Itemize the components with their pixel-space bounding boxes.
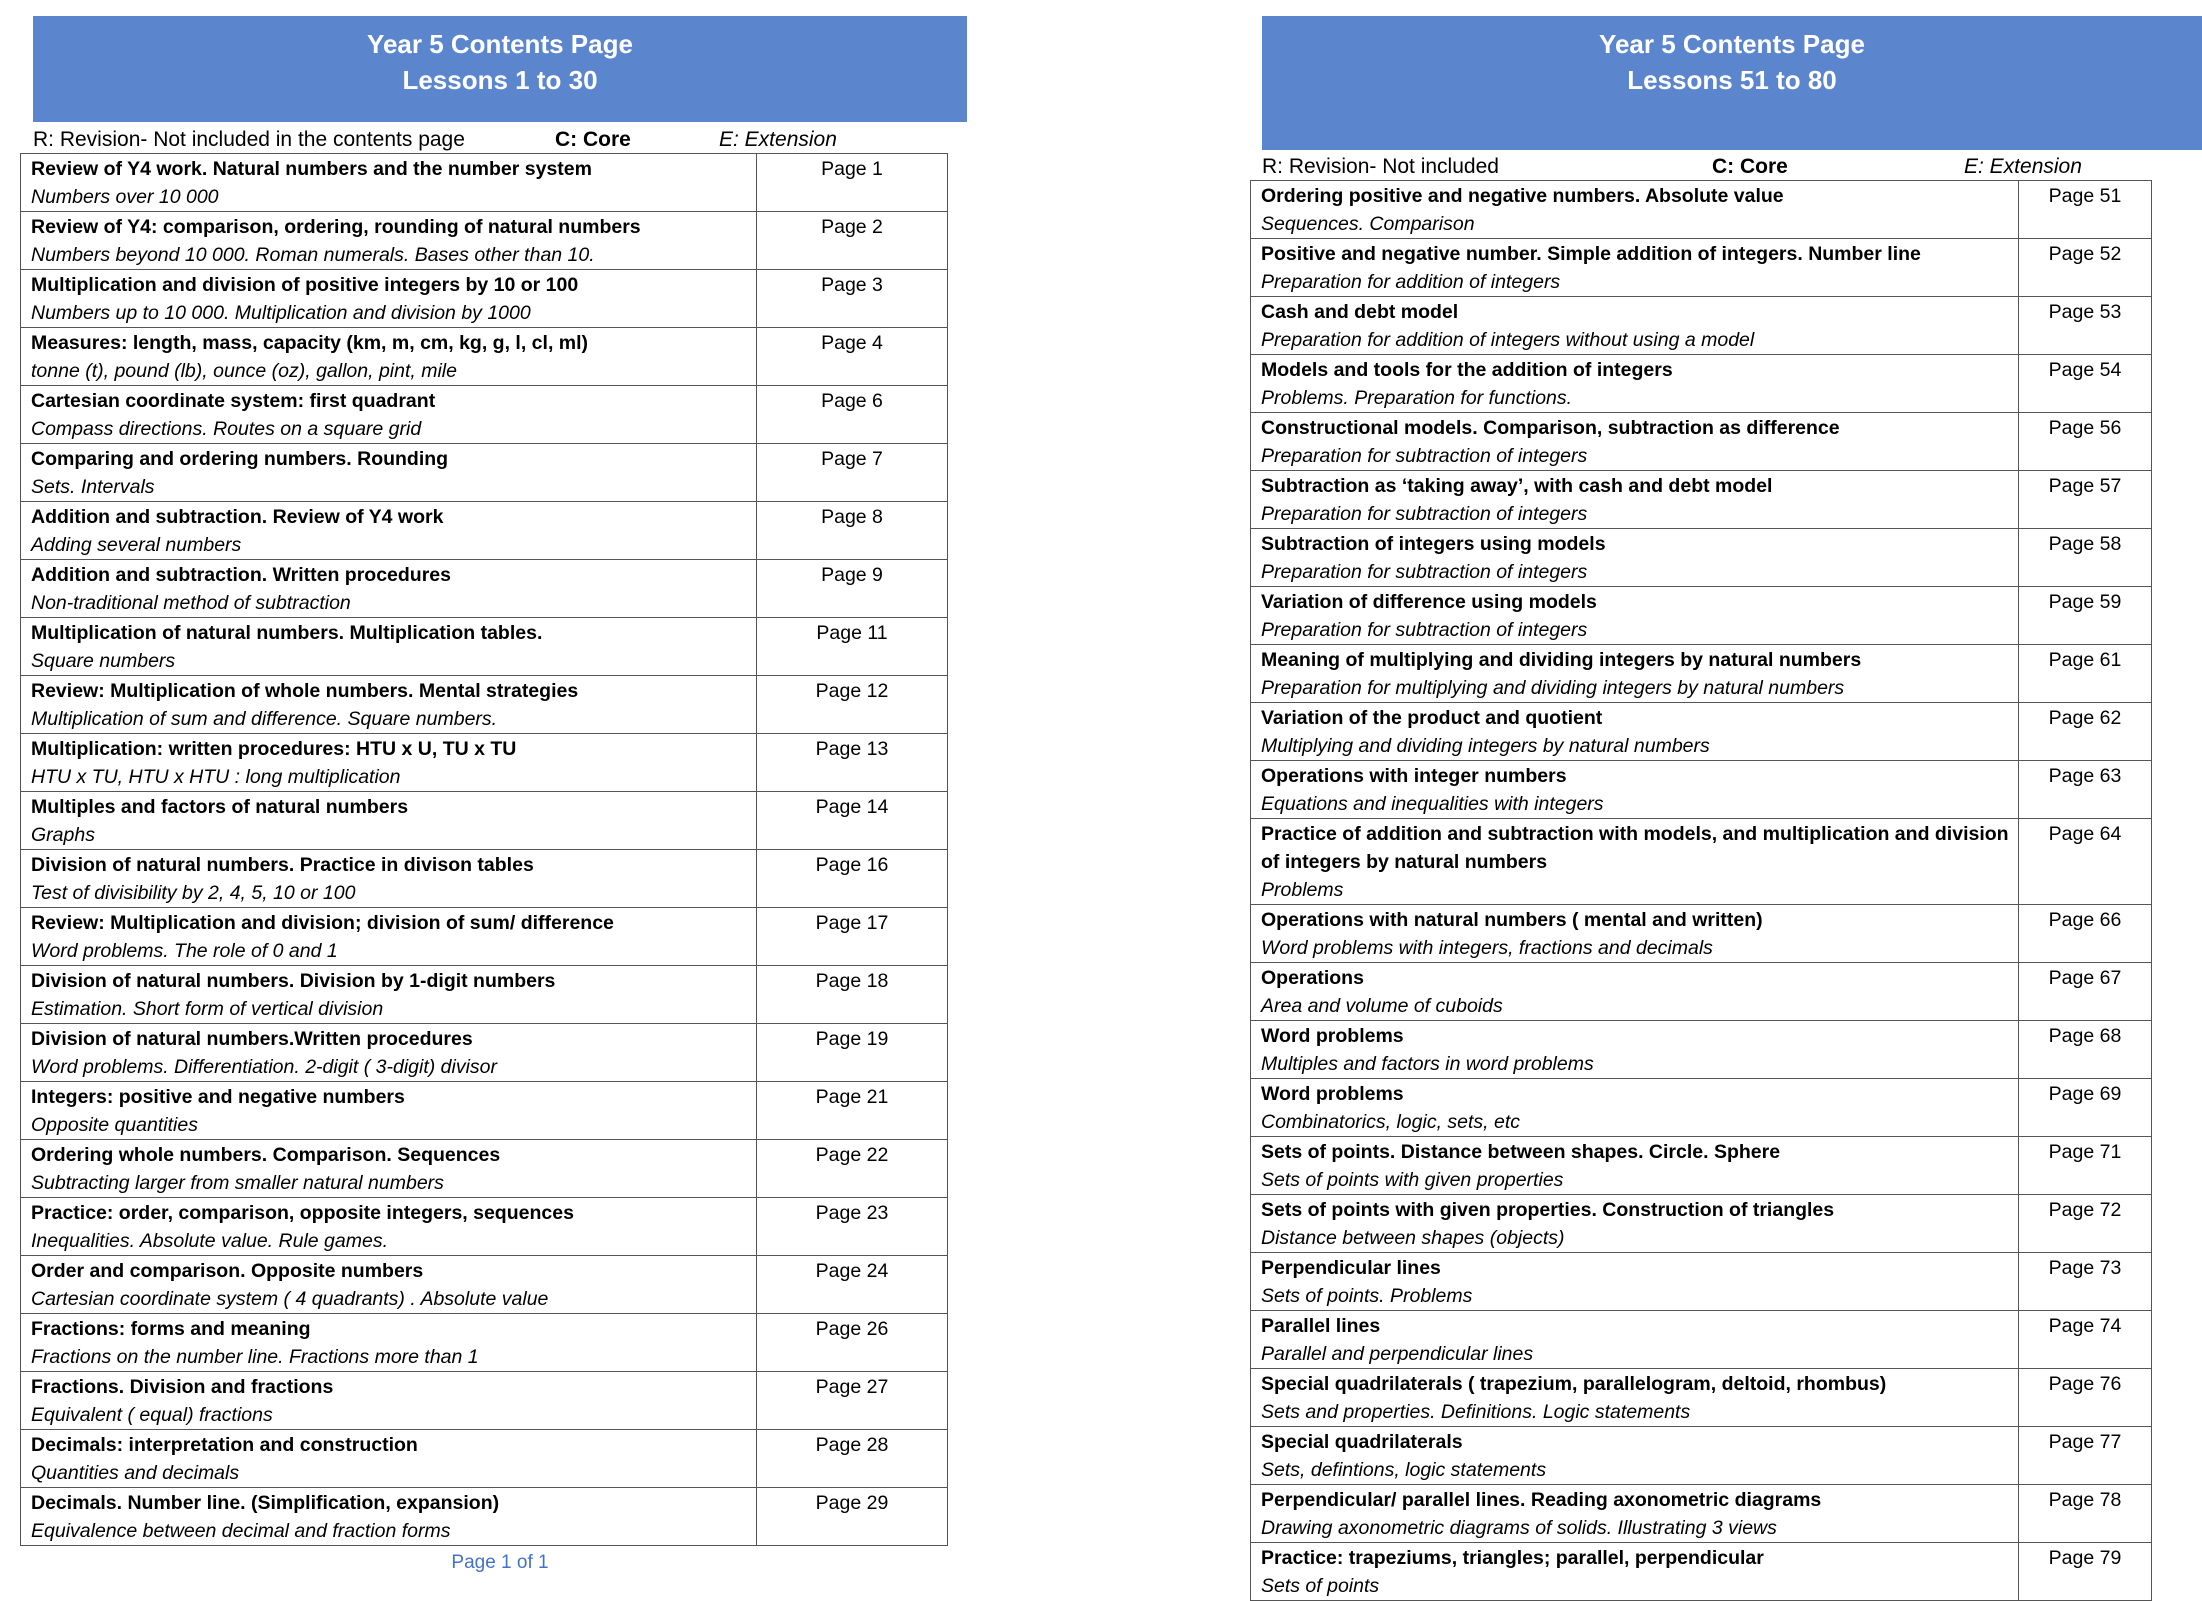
table-row [1251, 645, 2152, 703]
lesson-subtitle: Sets of points. Problems [1261, 1285, 1473, 1307]
lesson-subtitle: Preparation for subtraction of integers [1261, 445, 1588, 467]
lesson-title: Comparing and ordering numbers. Rounding [31, 448, 449, 470]
table-row [1251, 1311, 2152, 1369]
lesson-subtitle: Word problems with integers, fractions and decimals [1261, 937, 1713, 959]
lesson-cell [1251, 1137, 2019, 1195]
lesson-subtitle: Word problems. The role of 0 and 1 [31, 940, 338, 962]
lesson-title: Practice of addition and subtraction with models, and multiplication and division of integers by natural numbers [1261, 823, 2009, 873]
lesson-cell [21, 1314, 757, 1372]
lesson-cell [21, 154, 757, 212]
lesson-subtitle: Numbers beyond 10 000. Roman numerals. Bases other than 10. [31, 244, 595, 266]
lesson-subtitle: Square numbers [31, 650, 176, 672]
lesson-cell [21, 1372, 757, 1430]
lesson-subtitle: Multiplying and dividing integers by natural numbers [1261, 735, 1710, 757]
lesson-title: Cash and debt model [1261, 301, 1459, 323]
lesson-cell [1251, 1021, 2019, 1079]
lesson-title: Order and comparison. Opposite numbers [31, 1260, 424, 1282]
page-number: Page 8 [757, 502, 948, 560]
page-number: Page 13 [757, 734, 948, 792]
page-number: Page 61 [2019, 645, 2152, 703]
lesson-subtitle: Sets. Intervals [31, 476, 155, 498]
table-row [1251, 1137, 2152, 1195]
lesson-subtitle: Quantities and decimals [31, 1462, 240, 1484]
page-number: Page 62 [2019, 703, 2152, 761]
lesson-title: Fractions. Division and fractions [31, 1376, 334, 1398]
lesson-title: Review: Multiplication of whole numbers. Mental strategies [31, 680, 579, 702]
lesson-cell [21, 966, 757, 1024]
lesson-title: Practice: trapeziums, triangles; parallel, perpendicular [1261, 1547, 1764, 1569]
lesson-cell [1251, 645, 2019, 703]
page-number: Page 59 [2019, 587, 2152, 645]
lesson-subtitle: Adding several numbers [31, 534, 242, 556]
legend-extension: E: Extension [1964, 155, 2082, 178]
table-row [1251, 355, 2152, 413]
page-number: Page 53 [2019, 297, 2152, 355]
lesson-subtitle: Sequences. Comparison [1261, 213, 1475, 235]
lesson-cell [1251, 1079, 2019, 1137]
lesson-subtitle: Equivalent ( equal) fractions [31, 1404, 273, 1426]
table-row [21, 908, 948, 966]
page-number: Page 4 [757, 328, 948, 386]
page-number: Page 3 [757, 270, 948, 328]
legend [1262, 152, 2202, 182]
page-number: Page 57 [2019, 471, 2152, 529]
lesson-cell [21, 734, 757, 792]
page-number: Page 19 [757, 1024, 948, 1082]
legend-revision: R: Revision- Not included in the contents page [33, 128, 465, 151]
page-number: Page 54 [2019, 355, 2152, 413]
lessons-range: Lessons 51 to 80 [1627, 65, 1837, 95]
lessons-range: Lessons 1 to 30 [402, 65, 598, 95]
page-number: Page 67 [2019, 963, 2152, 1021]
lesson-subtitle: Equivalence between decimal and fraction forms [31, 1520, 451, 1542]
lesson-subtitle: tonne (t), pound (lb), ounce (oz), gallon, pint, mile [31, 360, 457, 382]
lesson-title: Special quadrilaterals ( trapezium, parallelogram, deltoid, rhombus) [1261, 1373, 1887, 1395]
lesson-subtitle: Graphs [31, 824, 95, 846]
lesson-subtitle: Parallel and perpendicular lines [1261, 1343, 1534, 1365]
page-number: Page 73 [2019, 1253, 2152, 1311]
contents-table [1250, 180, 2152, 1601]
lesson-cell [21, 386, 757, 444]
table-row [1251, 1253, 2152, 1311]
table-row [1251, 1195, 2152, 1253]
page-number: Page 24 [757, 1256, 948, 1314]
lesson-title: Fractions: forms and meaning [31, 1318, 311, 1340]
lesson-subtitle: Preparation for addition of integers without using a model [1261, 329, 1755, 351]
lesson-subtitle: HTU x TU, HTU x HTU : long multiplication [31, 766, 401, 788]
page-title: Year 5 Contents Page [1599, 29, 1865, 59]
table-row [21, 1488, 948, 1546]
page-number: Page 16 [757, 850, 948, 908]
page-number: Page 18 [757, 966, 948, 1024]
lesson-subtitle: Fractions on the number line. Fractions more than 1 [31, 1346, 479, 1368]
lesson-cell [21, 1140, 757, 1198]
page-number: Page 29 [757, 1488, 948, 1546]
lesson-title: Subtraction as ‘taking away’, with cash and debt model [1261, 475, 1773, 497]
lesson-cell [21, 1256, 757, 1314]
table-row [1251, 905, 2152, 963]
table-row [21, 734, 948, 792]
lesson-subtitle: Drawing axonometric diagrams of solids. Illustrating 3 views [1261, 1517, 1777, 1539]
page-number: Page 9 [757, 560, 948, 618]
lesson-subtitle: Compass directions. Routes on a square grid [31, 418, 422, 440]
page-number: Page 72 [2019, 1195, 2152, 1253]
page-number: Page 22 [757, 1140, 948, 1198]
lesson-cell [1251, 1311, 2019, 1369]
table-row [1251, 1543, 2152, 1601]
lesson-title: Operations with integer numbers [1261, 765, 1567, 787]
page-number: Page 56 [2019, 413, 2152, 471]
table-row [21, 386, 948, 444]
table-row [1251, 413, 2152, 471]
lesson-cell [1251, 905, 2019, 963]
lesson-cell [21, 212, 757, 270]
table-row [1251, 471, 2152, 529]
table-row [1251, 703, 2152, 761]
lesson-title: Constructional models. Comparison, subtraction as difference [1261, 417, 1840, 439]
lesson-title: Multiples and factors of natural numbers [31, 796, 409, 818]
lesson-cell [1251, 819, 2019, 905]
table-row [21, 560, 948, 618]
lesson-title: Practice: order, comparison, opposite integers, sequences [31, 1202, 574, 1224]
page-number: Page 69 [2019, 1079, 2152, 1137]
lesson-subtitle: Preparation for subtraction of integers [1261, 619, 1588, 641]
page-header-banner [1262, 16, 2202, 150]
lesson-title: Positive and negative number. Simple addition of integers. Number line [1261, 243, 1921, 265]
lesson-title: Ordering positive and negative numbers. Absolute value [1261, 185, 1784, 207]
table-row [21, 212, 948, 270]
lesson-cell [21, 502, 757, 560]
page-number: Page 51 [2019, 181, 2152, 239]
page-number: Page 7 [757, 444, 948, 502]
table-row [21, 444, 948, 502]
table-row [21, 1256, 948, 1314]
table-row [1251, 239, 2152, 297]
lesson-title: Sets of points. Distance between shapes. Circle. Sphere [1261, 1141, 1781, 1163]
table-row [21, 1140, 948, 1198]
lesson-title: Multiplication and division of positive integers by 10 or 100 [31, 274, 579, 296]
lesson-cell [1251, 297, 2019, 355]
table-row [21, 1198, 948, 1256]
table-row [1251, 1079, 2152, 1137]
page-number: Page 76 [2019, 1369, 2152, 1427]
table-row [21, 328, 948, 386]
lesson-cell [1251, 471, 2019, 529]
table-row [1251, 181, 2152, 239]
page-number: Page 23 [757, 1198, 948, 1256]
lesson-cell [1251, 181, 2019, 239]
lesson-title: Operations [1261, 967, 1364, 989]
page-number: Page 11 [757, 618, 948, 676]
lesson-cell [1251, 1543, 2019, 1601]
lesson-cell [21, 618, 757, 676]
table-row [21, 1082, 948, 1140]
table-row [21, 792, 948, 850]
lesson-title: Multiplication: written procedures: HTU x U, TU x TU [31, 738, 517, 760]
lesson-cell [21, 1488, 757, 1546]
lesson-title: Word problems [1261, 1083, 1404, 1105]
page-number: Page 27 [757, 1372, 948, 1430]
lesson-title: Operations with natural numbers ( mental and written) [1261, 909, 1763, 931]
lesson-subtitle: Test of divisibility by 2, 4, 5, 10 or 100 [31, 882, 356, 904]
table-row [1251, 1427, 2152, 1485]
lesson-cell [21, 560, 757, 618]
table-row [21, 154, 948, 212]
page-number: Page 63 [2019, 761, 2152, 819]
lesson-cell [1251, 963, 2019, 1021]
legend-extension: E: Extension [719, 128, 837, 151]
table-row [21, 1430, 948, 1488]
lesson-title: Review of Y4: comparison, ordering, rounding of natural numbers [31, 216, 641, 238]
legend-revision: R: Revision- Not included [1262, 155, 1499, 178]
lesson-subtitle: Sets and properties. Definitions. Logic statements [1261, 1401, 1691, 1423]
table-row [21, 676, 948, 734]
lesson-cell [21, 1198, 757, 1256]
lesson-cell [1251, 239, 2019, 297]
lesson-subtitle: Combinatorics, logic, sets, etc [1261, 1111, 1521, 1133]
lesson-title: Sets of points with given properties. Construction of triangles [1261, 1199, 1835, 1221]
lesson-title: Division of natural numbers. Practice in divison tables [31, 854, 534, 876]
lesson-subtitle: Multiples and factors in word problems [1261, 1053, 1594, 1075]
page-number: Page 2 [757, 212, 948, 270]
legend-core: C: Core [555, 128, 631, 151]
lesson-subtitle: Sets of points [1261, 1575, 1380, 1597]
lesson-cell [1251, 1369, 2019, 1427]
lesson-cell [21, 1024, 757, 1082]
lesson-cell [21, 1430, 757, 1488]
lesson-title: Integers: positive and negative numbers [31, 1086, 405, 1108]
lesson-cell [1251, 703, 2019, 761]
table-row [21, 966, 948, 1024]
page-footer: Page 1 of 1 [451, 1552, 549, 1573]
page-number: Page 71 [2019, 1137, 2152, 1195]
page-number: Page 74 [2019, 1311, 2152, 1369]
lesson-subtitle: Sets of points with given properties [1261, 1169, 1564, 1191]
page-number: Page 28 [757, 1430, 948, 1488]
lesson-subtitle: Equations and inequalities with integers [1261, 793, 1604, 815]
table-row [21, 502, 948, 560]
page-number: Page 1 [757, 154, 948, 212]
lesson-subtitle: Distance between shapes (objects) [1261, 1227, 1565, 1249]
lesson-cell [1251, 529, 2019, 587]
page-number: Page 6 [757, 386, 948, 444]
lesson-subtitle: Numbers up to 10 000. Multiplication and division by 1000 [31, 302, 531, 324]
lesson-cell [1251, 355, 2019, 413]
lesson-cell [21, 792, 757, 850]
lesson-cell [21, 908, 757, 966]
lesson-cell [21, 444, 757, 502]
table-row [1251, 1021, 2152, 1079]
lesson-title: Review of Y4 work. Natural numbers and the number system [31, 158, 592, 180]
page-number: Page 21 [757, 1082, 948, 1140]
lesson-cell [21, 676, 757, 734]
lesson-title: Perpendicular/ parallel lines. Reading axonometric diagrams [1261, 1489, 1822, 1511]
page-number: Page 26 [757, 1314, 948, 1372]
lesson-cell [1251, 1195, 2019, 1253]
table-row [1251, 529, 2152, 587]
lesson-subtitle: Area and volume of cuboids [1261, 995, 1503, 1017]
page-number: Page 66 [2019, 905, 2152, 963]
lesson-title: Division of natural numbers. Division by 1-digit numbers [31, 970, 556, 992]
lesson-subtitle: Numbers over 10 000 [31, 186, 219, 208]
table-row [21, 270, 948, 328]
page-number: Page 14 [757, 792, 948, 850]
lesson-title: Variation of difference using models [1261, 591, 1597, 613]
lesson-cell [21, 328, 757, 386]
lesson-title: Decimals. Number line. (Simplification, expansion) [31, 1492, 500, 1514]
lesson-title: Parallel lines [1261, 1315, 1381, 1337]
lesson-title: Measures: length, mass, capacity (km, m, cm, kg, g, l, cl, ml) [31, 332, 589, 354]
lesson-subtitle: Word problems. Differentiation. 2-digit ( 3-digit) divisor [31, 1056, 498, 1078]
lesson-cell [1251, 761, 2019, 819]
table-row [21, 1024, 948, 1082]
lesson-title: Decimals: interpretation and construction [31, 1434, 418, 1456]
page-number: Page 78 [2019, 1485, 2152, 1543]
lesson-subtitle: Problems. Preparation for functions. [1261, 387, 1573, 409]
table-row [1251, 297, 2152, 355]
lesson-cell [1251, 413, 2019, 471]
contents-table [20, 153, 948, 1546]
lesson-title: Special quadrilaterals [1261, 1431, 1463, 1453]
lesson-title: Meaning of multiplying and dividing integers by natural numbers [1261, 649, 1862, 671]
lesson-subtitle: Subtracting larger from smaller natural numbers [31, 1172, 444, 1194]
lesson-subtitle: Preparation for multiplying and dividing integers by natural numbers [1261, 677, 1845, 699]
lesson-subtitle: Problems [1261, 879, 1344, 901]
lesson-cell [21, 850, 757, 908]
lesson-title: Addition and subtraction. Written procedures [31, 564, 451, 586]
lesson-title: Review: Multiplication and division; division of sum/ difference [31, 912, 614, 934]
table-row [1251, 1485, 2152, 1543]
table-row [1251, 761, 2152, 819]
table-row [21, 1372, 948, 1430]
lesson-subtitle: Inequalities. Absolute value. Rule games. [31, 1230, 388, 1252]
lesson-subtitle: Non-traditional method of subtraction [31, 592, 351, 614]
lesson-subtitle: Opposite quantities [31, 1114, 198, 1136]
table-row [1251, 963, 2152, 1021]
page-number: Page 58 [2019, 529, 2152, 587]
page-title: Year 5 Contents Page [367, 29, 633, 59]
lesson-title: Addition and subtraction. Review of Y4 work [31, 506, 444, 528]
lesson-title: Subtraction of integers using models [1261, 533, 1606, 555]
lesson-cell [21, 270, 757, 328]
lesson-title: Ordering whole numbers. Comparison. Sequences [31, 1144, 501, 1166]
lesson-title: Division of natural numbers.Written procedures [31, 1028, 473, 1050]
lesson-cell [1251, 1253, 2019, 1311]
lesson-subtitle: Multiplication of sum and difference. Square numbers. [31, 708, 498, 730]
lesson-subtitle: Sets, defintions, logic statements [1261, 1459, 1547, 1481]
legend [33, 125, 967, 155]
page-number: Page 17 [757, 908, 948, 966]
lesson-subtitle: Estimation. Short form of vertical division [31, 998, 384, 1020]
lesson-cell [1251, 1427, 2019, 1485]
table-row [1251, 1369, 2152, 1427]
table-row [21, 618, 948, 676]
lesson-cell [21, 1082, 757, 1140]
page-number: Page 77 [2019, 1427, 2152, 1485]
page-number: Page 52 [2019, 239, 2152, 297]
page-number: Page 12 [757, 676, 948, 734]
legend-core: C: Core [1712, 155, 1788, 178]
page-number: Page 64 [2019, 819, 2152, 905]
page-number: Page 79 [2019, 1543, 2152, 1601]
lesson-subtitle: Cartesian coordinate system ( 4 quadrants) . Absolute value [31, 1288, 549, 1310]
page-header-banner [33, 16, 967, 122]
table-row [21, 850, 948, 908]
lesson-subtitle: Preparation for subtraction of integers [1261, 561, 1588, 583]
lesson-cell [1251, 1485, 2019, 1543]
lesson-title: Word problems [1261, 1025, 1404, 1047]
lesson-title: Perpendicular lines [1261, 1257, 1441, 1279]
lesson-subtitle: Preparation for subtraction of integers [1261, 503, 1588, 525]
lesson-title: Multiplication of natural numbers. Multiplication tables. [31, 622, 543, 644]
page-number: Page 68 [2019, 1021, 2152, 1079]
lesson-title: Cartesian coordinate system: first quadrant [31, 390, 436, 412]
lesson-subtitle: Preparation for addition of integers [1261, 271, 1561, 293]
lesson-cell [1251, 587, 2019, 645]
table-row [1251, 587, 2152, 645]
lesson-title: Models and tools for the addition of integers [1261, 359, 1673, 381]
table-row [21, 1314, 948, 1372]
lesson-title: Variation of the product and quotient [1261, 707, 1603, 729]
table-row [1251, 819, 2152, 905]
